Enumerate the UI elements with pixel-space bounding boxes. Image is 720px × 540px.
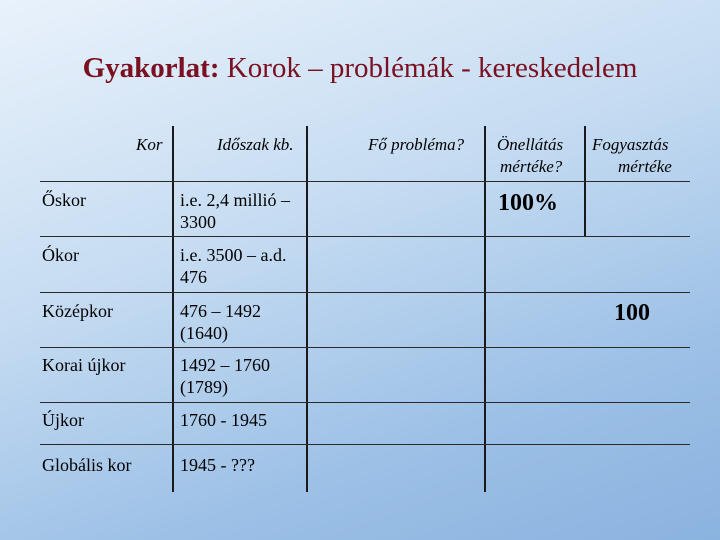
title-rest: Korok – problémák - kereskedelem xyxy=(219,52,638,84)
onellatas-value: 100% xyxy=(498,190,558,216)
table-row-kor: Középkor xyxy=(42,301,113,321)
title-prefix: Gyakorlat: xyxy=(82,52,220,84)
table-row-kor: Őskor xyxy=(42,190,86,210)
header-idoszak: Időszak kb. xyxy=(217,135,294,154)
table-row-idoszak-2: 3300 xyxy=(180,212,216,232)
table-row-kor: Ókor xyxy=(42,245,79,265)
table-row-kor: Újkor xyxy=(42,410,84,430)
table-row-idoszak-2: (1789) xyxy=(180,377,228,397)
header-onellatas-2: mértéke? xyxy=(500,157,563,176)
table-row-idoszak: 476 – 1492 xyxy=(180,301,261,321)
row-divider xyxy=(40,444,690,445)
row-divider xyxy=(40,292,690,293)
table-row-kor: Korai újkor xyxy=(42,355,126,375)
table-row-idoszak: 1760 - 1945 xyxy=(180,410,267,430)
table-row-idoszak-2: (1640) xyxy=(180,323,228,343)
header-fogyasztas: Fogyasztás xyxy=(592,135,669,154)
table-row-idoszak: i.e. 2,4 millió – xyxy=(180,190,290,210)
header-fogyasztas-2: mértéke xyxy=(618,157,672,176)
row-divider xyxy=(40,236,690,237)
row-divider xyxy=(40,347,690,348)
page-title xyxy=(0,52,720,85)
table-row-idoszak: 1492 – 1760 xyxy=(180,355,270,375)
header-fo-problema: Fő probléma? xyxy=(368,135,465,154)
table-row-kor: Globális kor xyxy=(42,455,132,475)
header-onellatas: Önellátás xyxy=(497,135,564,154)
header-kor: Kor xyxy=(136,135,163,154)
table-row-idoszak: 1945 - ??? xyxy=(180,455,255,475)
row-divider xyxy=(40,181,690,182)
table-row-idoszak: i.e. 3500 – a.d. xyxy=(180,245,287,265)
table-row-idoszak-2: 476 xyxy=(180,267,207,287)
row-divider xyxy=(40,402,690,403)
fogyasztas-value: 100 xyxy=(614,300,650,326)
